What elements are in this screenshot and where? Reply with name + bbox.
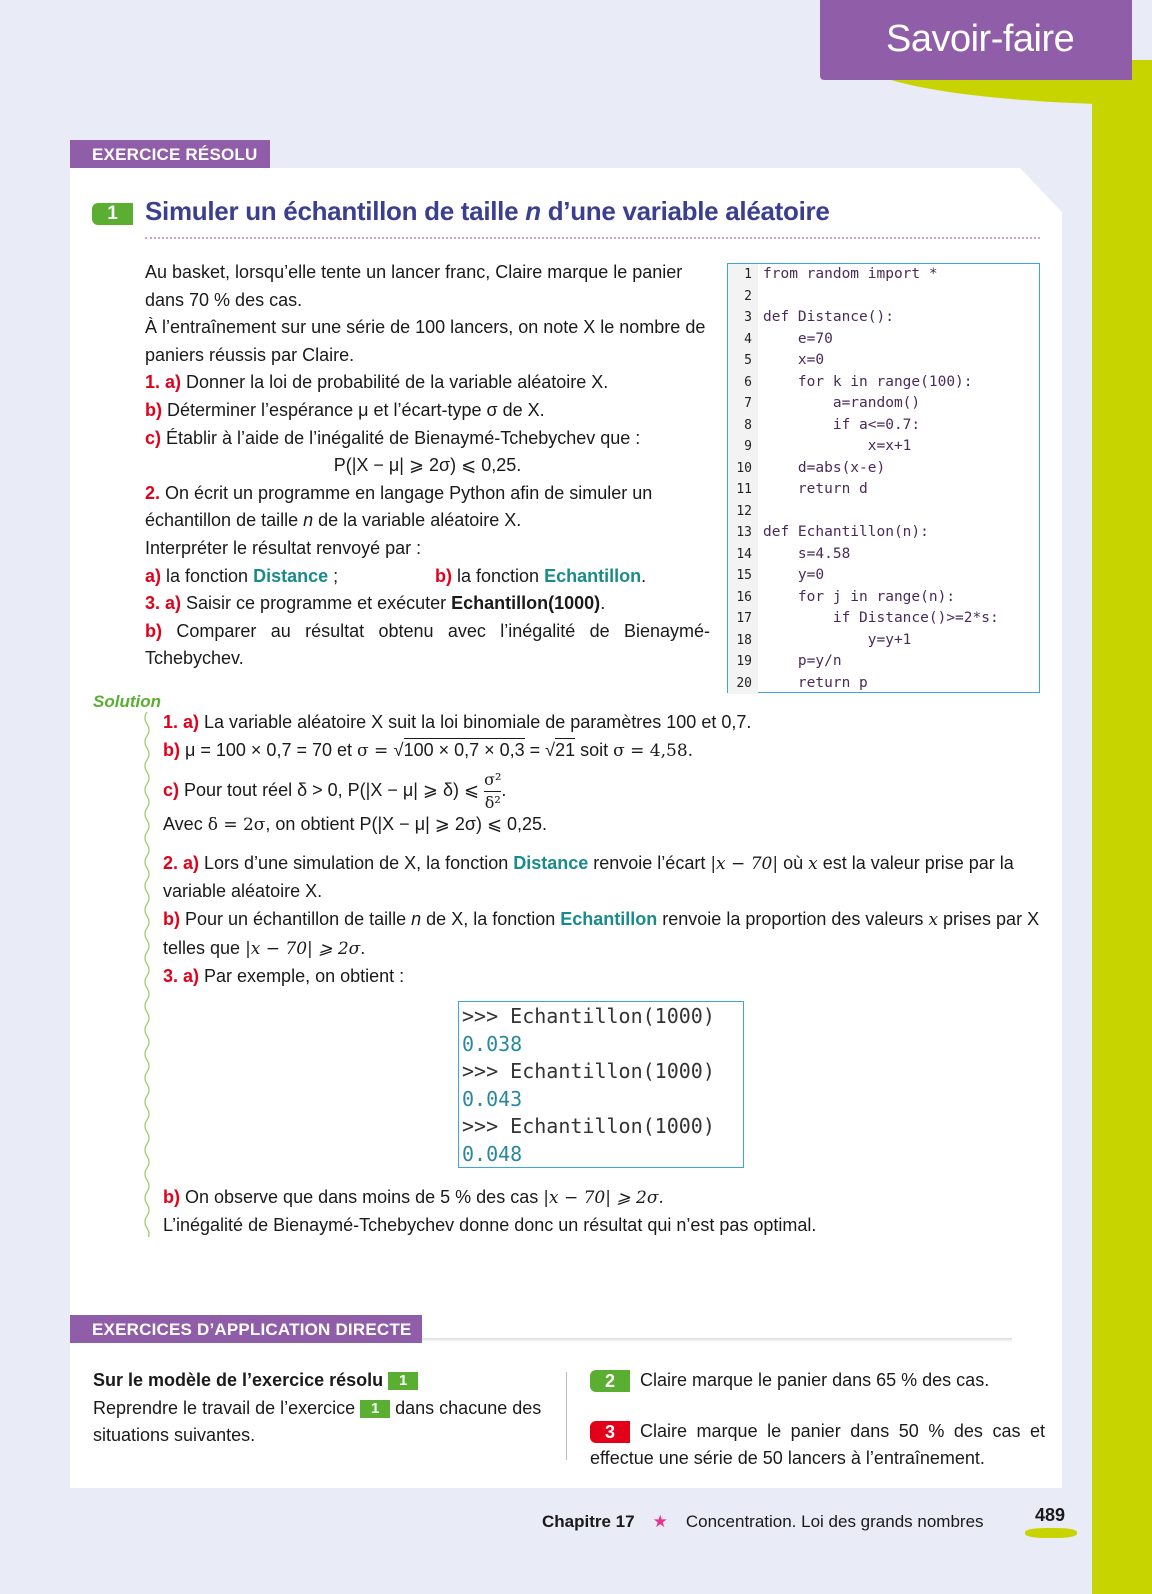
q-text: On écrit un programme en langage Python afin de simuler un échantillon de taille xyxy=(145,482,653,531)
q-var: n xyxy=(303,510,314,531)
s-label: c) xyxy=(163,780,180,801)
console-prompt: >>> Echantillon(1000) xyxy=(462,1114,715,1139)
paragraph: À l’entraînement sur une série de 100 lancers, on note X le nombre de paniers réussis par Claire. xyxy=(145,317,706,365)
q-text: la fonction xyxy=(161,565,254,586)
exercise-text: Claire marque le panier dans 50 % des cas et effectue une série de 50 lancers à l’entraînement. xyxy=(590,1420,1045,1469)
code-text: y=y+1 xyxy=(763,631,912,648)
exercise-ref-badge: 1 xyxy=(360,1400,390,1418)
code-line xyxy=(728,393,1039,415)
function-name: Distance xyxy=(253,565,329,586)
s-text: Avec xyxy=(163,814,208,835)
solution-3a xyxy=(163,963,1043,991)
s-text: est la valeur prise par la variable aléatoire X. xyxy=(163,852,1014,902)
s-math: σ = 4,58. xyxy=(613,740,694,761)
solution-3b xyxy=(163,1184,1043,1213)
code-text: for j in range(n): xyxy=(763,588,956,605)
exercise-2 xyxy=(590,1367,1045,1395)
code-line xyxy=(728,673,1039,695)
code-text: from random import * xyxy=(763,266,938,282)
q-text: Interpréter le résultat renvoyé par : xyxy=(145,537,422,558)
problem-statement xyxy=(145,259,710,673)
line-number: 4 xyxy=(728,329,758,351)
line-number: 13 xyxy=(728,522,758,544)
s-math: |x − 70| ⩾ 2σ xyxy=(245,938,361,959)
application-exercises xyxy=(590,1367,1045,1473)
direct-application-tab: EXERCICES D’APPLICATION DIRECTE xyxy=(70,1315,422,1343)
title-part: d’une variable aléatoire xyxy=(540,196,830,226)
q-label: a) xyxy=(145,565,162,586)
solution-label: Solution xyxy=(93,692,161,711)
column-divider xyxy=(566,1372,567,1460)
python-code-listing xyxy=(727,263,1040,693)
s-math: |x − 70| xyxy=(710,853,779,874)
q-label: 3. a) xyxy=(145,593,182,614)
s-var: n xyxy=(411,908,422,929)
line-number: 3 xyxy=(728,307,758,329)
q-text: ; xyxy=(328,565,339,586)
application-text xyxy=(93,1395,553,1450)
line-number: 2 xyxy=(728,286,758,308)
line-number: 10 xyxy=(728,458,758,480)
line-number: 18 xyxy=(728,630,758,652)
code-text xyxy=(758,286,763,308)
code-line xyxy=(728,436,1039,458)
s-text: renvoie l’écart xyxy=(588,852,711,873)
line-number: 19 xyxy=(728,651,758,673)
question-1b xyxy=(145,397,710,425)
code-text: x=x+1 xyxy=(763,438,912,454)
s-math: 21 xyxy=(555,739,576,760)
function-name: Echantillon xyxy=(544,565,642,586)
exercise-title xyxy=(145,196,830,227)
line-number: 20 xyxy=(728,673,758,695)
section-tab xyxy=(820,0,1132,80)
code-text xyxy=(758,501,763,523)
line-number: 7 xyxy=(728,393,758,415)
heading-text: Sur le modèle de l’exercice résolu xyxy=(93,1370,389,1390)
question-2 xyxy=(145,480,710,535)
code-line xyxy=(728,329,1039,351)
line-number: 12 xyxy=(728,501,758,523)
s-text: L’inégalité de Bienaymé-Tchebychev donne donc un résultat qui n’est pas optimal. xyxy=(163,1215,817,1236)
code-line xyxy=(728,372,1039,394)
console-prompt: >>> Echantillon(1000) xyxy=(462,1059,715,1084)
s-math: = √ xyxy=(524,739,556,760)
question-2-parts xyxy=(145,563,710,591)
s-math: x xyxy=(928,909,939,930)
code-text: s=4.58 xyxy=(763,545,851,562)
line-number: 6 xyxy=(728,372,758,394)
q-text: . xyxy=(600,593,606,614)
s-text: Par exemple, on obtient : xyxy=(199,966,405,987)
solution-1a xyxy=(163,709,1043,737)
code-line xyxy=(728,565,1039,587)
exercise-ref-badge: 1 xyxy=(388,1372,418,1390)
s-label: 3. a) xyxy=(163,966,200,987)
star-icon: ★ xyxy=(652,1512,668,1531)
code-line xyxy=(728,651,1039,673)
s-math: σ = xyxy=(357,740,394,761)
code-line xyxy=(728,350,1039,372)
s-text: et xyxy=(332,739,358,760)
wavy-margin-line xyxy=(140,712,154,1237)
sqrt-sign: √ xyxy=(393,739,404,760)
denominator: δ² xyxy=(484,792,501,812)
code-text: d=abs(x-e) xyxy=(763,459,886,476)
question-1a xyxy=(145,369,710,397)
s-math: δ > 0, P(|X − μ| ⩾ δ) ⩽ xyxy=(297,780,485,801)
line-number: 8 xyxy=(728,415,758,437)
q-label: b) xyxy=(145,399,162,420)
code-line xyxy=(728,307,1039,329)
page-number-underline xyxy=(1025,1528,1077,1538)
s-text: Lors d’une simulation de X, la fonction xyxy=(199,852,514,873)
title-var: n xyxy=(525,196,541,226)
function-call: Echantillon(1000) xyxy=(451,593,601,614)
code-text: y=0 xyxy=(763,567,825,583)
python-console-output xyxy=(458,1001,744,1168)
s-text: . xyxy=(501,780,507,801)
code-line xyxy=(728,608,1039,630)
line-number: 1 xyxy=(728,264,758,286)
s-text: . xyxy=(360,937,366,958)
s-text: prises par X telles que xyxy=(163,908,1040,958)
code-text: a=random() xyxy=(763,395,921,411)
s-text: On observe que dans moins de 5 % des cas xyxy=(180,1186,544,1207)
exercise-number-badge: 1 xyxy=(92,203,133,225)
s-label: 1. a) xyxy=(163,712,200,732)
s-text: où xyxy=(778,852,809,873)
page-footer xyxy=(542,1512,984,1532)
question-3a xyxy=(145,590,710,618)
exercise-badge: 2 xyxy=(590,1370,630,1392)
code-text: x=0 xyxy=(763,352,825,368)
line-number: 16 xyxy=(728,587,758,609)
formula: P(|X − μ| ⩾ 2σ) ⩽ 0,25. xyxy=(333,455,522,476)
section-title: Savoir-faire xyxy=(886,18,1075,60)
code-line xyxy=(728,286,1039,308)
exercise-badge: 3 xyxy=(590,1421,630,1443)
code-line xyxy=(728,587,1039,609)
code-text: return p xyxy=(763,674,868,691)
tab-shadow xyxy=(422,1338,1012,1342)
s-math: P(|X − μ| ⩾ 2σ) ⩽ 0,25. xyxy=(359,814,548,835)
chapter-title: Concentration. Loi des grands nombres xyxy=(685,1512,984,1531)
console-output: 0.048 xyxy=(462,1141,523,1166)
text: Reprendre le travail de l’exercice xyxy=(93,1397,361,1418)
q-text: Donner la loi de probabilité de la variable aléatoire X. xyxy=(181,372,609,393)
numerator: σ² xyxy=(484,769,501,792)
function-name: Echantillon xyxy=(560,908,658,929)
code-text: if Distance()>=2*s: xyxy=(763,610,999,626)
exercise-text: Claire marque le panier dans 65 % des cas. xyxy=(640,1370,990,1390)
console-output: 0.043 xyxy=(462,1086,523,1111)
line-number: 15 xyxy=(728,565,758,587)
s-text: La variable aléatoire X suit la loi binomiale de paramètres 100 et 0,7. xyxy=(199,712,752,732)
application-heading xyxy=(93,1367,553,1395)
s-label: b) xyxy=(163,1186,180,1207)
q-label: b) xyxy=(435,565,452,586)
title-part: Simuler un échantillon de taille xyxy=(145,196,526,226)
code-line xyxy=(728,415,1039,437)
application-instructions xyxy=(93,1367,553,1450)
solution-1b xyxy=(163,737,1043,766)
solution-1d xyxy=(163,811,1043,840)
code-text: for k in range(100): xyxy=(763,373,973,390)
s-math: δ = 2σ xyxy=(207,815,266,836)
text: dans chacune des situations suivantes. xyxy=(93,1397,542,1446)
s-text: soit xyxy=(575,739,614,760)
dotted-divider xyxy=(145,237,1040,239)
solution-1c xyxy=(163,771,1043,811)
code-line xyxy=(728,458,1039,480)
code-text: e=70 xyxy=(763,330,833,347)
q-text: Établir à l’aide de l’inégalité de Bienaymé-Tchebychev que : xyxy=(161,427,641,448)
q-text: . xyxy=(641,565,647,586)
s-label: 2. a) xyxy=(163,852,200,873)
page-number: 489 xyxy=(1035,1505,1066,1525)
q-text: de la variable aléatoire X. xyxy=(313,510,522,531)
s-text: renvoie la proportion des valeurs xyxy=(657,908,929,929)
question-3b xyxy=(145,618,710,673)
line-number: 5 xyxy=(728,350,758,372)
code-text: def Echantillon(n): xyxy=(763,524,929,540)
s-math: x xyxy=(808,853,818,874)
exercise-3 xyxy=(590,1418,1045,1473)
code-line xyxy=(728,264,1039,286)
q-text: la fonction xyxy=(452,565,545,586)
s-text: , on obtient xyxy=(265,814,360,835)
code-text: p=y/n xyxy=(763,653,842,669)
s-math: |x − 70| ⩾ 2σ. xyxy=(543,1187,664,1208)
paragraph: Au basket, lorsqu’elle tente un lancer franc, Claire marque le panier dans 70 % des cas. xyxy=(145,262,683,310)
line-number: 9 xyxy=(728,436,758,458)
solution-2a xyxy=(163,850,1043,906)
console-prompt: >>> Echantillon(1000) xyxy=(462,1004,715,1028)
code-text: return d xyxy=(763,481,868,497)
q-label: 1. a) xyxy=(145,372,182,393)
s-text: Pour un échantillon de taille xyxy=(180,908,412,929)
q-text: Saisir ce programme et exécuter xyxy=(181,593,452,614)
s-text: Pour tout réel xyxy=(179,780,298,801)
q-text: Déterminer l’espérance μ et l’écart-type σ de X. xyxy=(162,399,545,420)
function-name: Distance xyxy=(513,852,589,873)
exercise-resolved-tab: EXERCICE RÉSOLU xyxy=(70,140,270,168)
solution-2b xyxy=(163,906,1043,963)
question-1c xyxy=(145,425,710,453)
code-text: def Distance(): xyxy=(763,309,894,325)
code-line xyxy=(728,522,1039,544)
code-text: if a<=0.7: xyxy=(763,416,921,433)
s-math: 100 × 0,7 × 0,3 xyxy=(403,739,525,760)
line-number: 14 xyxy=(728,544,758,566)
q-text: Comparer au résultat obtenu avec l’inégalité de Bienaymé-Tchebychev. xyxy=(145,620,710,669)
fraction xyxy=(484,769,501,814)
side-strip xyxy=(1092,80,1152,1594)
q-label: 2. xyxy=(145,482,161,503)
chapter-label: Chapitre 17 xyxy=(542,1512,635,1531)
line-number: 11 xyxy=(728,479,758,501)
code-line xyxy=(728,630,1039,652)
code-line xyxy=(728,544,1039,566)
s-label: b) xyxy=(163,908,180,929)
code-line xyxy=(728,501,1039,523)
console-output: 0.038 xyxy=(462,1031,523,1056)
s-label: b) xyxy=(163,739,180,760)
q-label: b) xyxy=(145,620,162,641)
q-label: c) xyxy=(145,427,162,448)
s-text: de X, la fonction xyxy=(421,908,561,929)
s-math: μ = 100 × 0,7 = 70 xyxy=(180,739,332,760)
line-number: 17 xyxy=(728,608,758,630)
code-line xyxy=(728,479,1039,501)
